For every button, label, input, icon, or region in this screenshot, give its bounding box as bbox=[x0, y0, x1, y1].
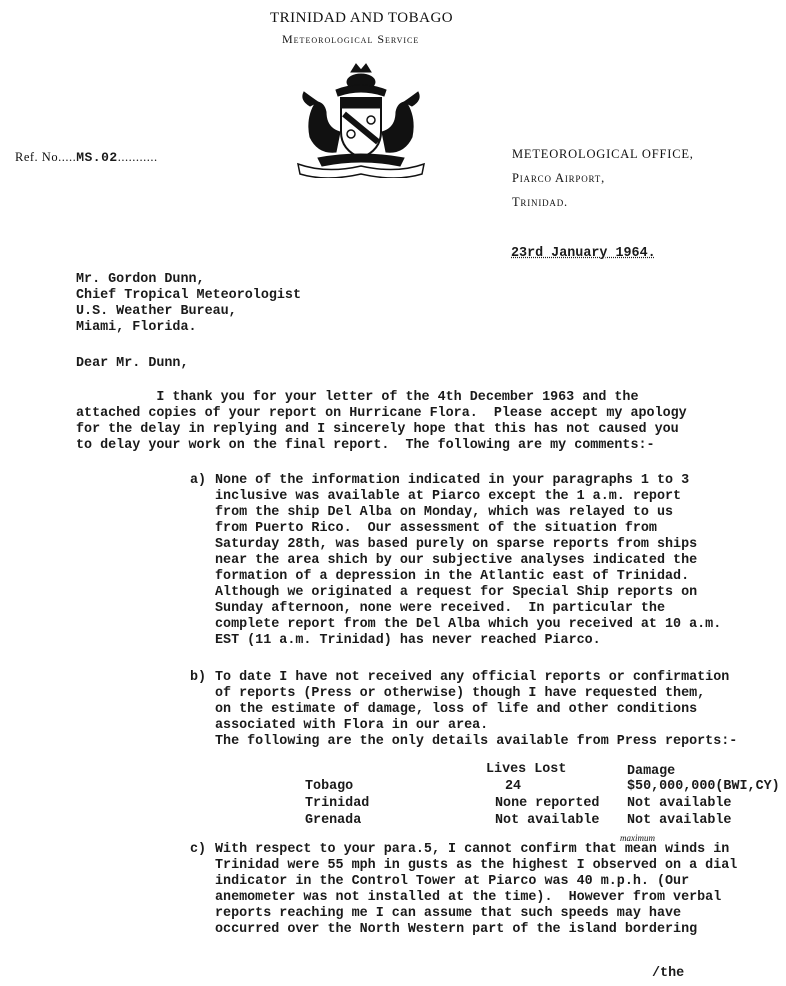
recipient-line-3: U.S. Weather Bureau, bbox=[76, 304, 237, 319]
item-a-line: formation of a depression in the Atlantic east of Trinidad. bbox=[215, 569, 690, 584]
intro-line: I thank you for your letter of the 4th December 1963 and the bbox=[76, 390, 639, 405]
item-a-line: Sunday afternoon, none were received. In particular the bbox=[215, 601, 665, 616]
salutation: Dear Mr. Dunn, bbox=[76, 356, 189, 371]
item-b-line: The following are the only details available from Press reports:- bbox=[215, 734, 738, 749]
table-cell-lives: 24 bbox=[505, 779, 522, 794]
ref-value: MS.02 bbox=[76, 150, 118, 165]
table-cell-damage: Not available bbox=[627, 796, 732, 811]
intro-line: for the delay in replying and I sincerely hope that this has not caused you bbox=[76, 422, 679, 437]
item-c-line: anemometer was not installed at the time). However from verbal bbox=[215, 890, 722, 905]
letterhead-service: Meteorological Service bbox=[282, 32, 420, 46]
item-a-line: EST (11 a.m. Trinidad) has never reached Piarco. bbox=[215, 633, 601, 648]
intro-line: attached copies of your report on Hurricane Flora. Please accept my apology bbox=[76, 406, 687, 421]
handwritten-insert: maximum bbox=[620, 833, 655, 843]
item-a-line: Saturday 28th, was based purely on sparse reports from ships bbox=[215, 537, 698, 552]
item-b-line: of reports (Press or otherwise) though I have requested them, bbox=[215, 686, 706, 701]
item-c-line: occurred over the North Western part of the island bordering bbox=[215, 922, 698, 937]
recipient-line-1: Mr. Gordon Dunn, bbox=[76, 272, 205, 287]
item-c-marker: c) bbox=[190, 842, 207, 857]
letterhead-country: TRINIDAD AND TOBAGO bbox=[270, 10, 454, 26]
item-b-marker: b) bbox=[190, 670, 207, 685]
item-a-line: from Puerto Rico. Our assessment of the situation from bbox=[215, 521, 657, 536]
item-a-line: None of the information indicated in your paragraphs 1 to 3 bbox=[215, 473, 690, 488]
item-a-marker: a) bbox=[190, 473, 207, 488]
table-header-damage: Damage bbox=[627, 764, 676, 779]
item-a-line: complete report from the Del Alba which you received at 10 a.m. bbox=[215, 617, 722, 632]
item-b-line: on the estimate of damage, loss of life and other conditions bbox=[215, 702, 698, 717]
table-header-lives-lost: Lives Lost bbox=[486, 762, 567, 777]
letter-date: 23rd January 1964. bbox=[511, 246, 656, 261]
item-a-line: near the area shich by our subjective analyses indicated the bbox=[215, 553, 698, 568]
item-c-line: indicator in the Control Tower at Piarco was 40 m.p.h. (Our bbox=[215, 874, 690, 889]
table-cell-lives: None reported bbox=[495, 796, 600, 811]
item-a-line: from the ship Del Alba on Monday, which was relayed to us bbox=[215, 505, 674, 520]
item-b-line: associated with Flora in our area. bbox=[215, 718, 489, 733]
item-a-line: inclusive was available at Piarco except the 1 a.m. report bbox=[215, 489, 682, 504]
item-c-line: With respect to your para.5, I cannot confirm that mean winds in bbox=[215, 842, 730, 857]
intro-line: to delay your work on the final report. The following are my comments:- bbox=[76, 438, 655, 453]
item-b-line: To date I have not received any official reports or confirmation bbox=[215, 670, 730, 685]
ref-label: Ref. No. bbox=[15, 150, 62, 164]
ref-number: Ref. No.....MS.02........... bbox=[15, 150, 158, 165]
table-cell-location: Grenada bbox=[305, 813, 362, 828]
item-a-line: Although we originated a request for Special Ship reports on bbox=[215, 585, 698, 600]
table-cell-lives: Not available bbox=[495, 813, 600, 828]
office-line-1: METEOROLOGICAL OFFICE, bbox=[512, 147, 694, 161]
coat-of-arms-icon bbox=[296, 62, 426, 178]
table-cell-location: Tobago bbox=[305, 779, 354, 794]
office-line-2: Piarco Airport, bbox=[512, 171, 606, 185]
table-cell-location: Trinidad bbox=[305, 796, 370, 811]
table-cell-damage: Not available bbox=[627, 813, 732, 828]
continuation-marker: /the bbox=[652, 966, 685, 981]
office-line-3: Trinidad. bbox=[512, 195, 568, 209]
recipient-line-2: Chief Tropical Meteorologist bbox=[76, 288, 301, 303]
item-c-line: reports reaching me I can assume that such speeds may have bbox=[215, 906, 682, 921]
table-cell-damage: $50,000,000(BWI,CY) bbox=[627, 779, 780, 794]
item-c-line: Trinidad were 55 mph in gusts as the highest I observed on a dial bbox=[215, 858, 738, 873]
recipient-line-4: Miami, Florida. bbox=[76, 320, 197, 335]
